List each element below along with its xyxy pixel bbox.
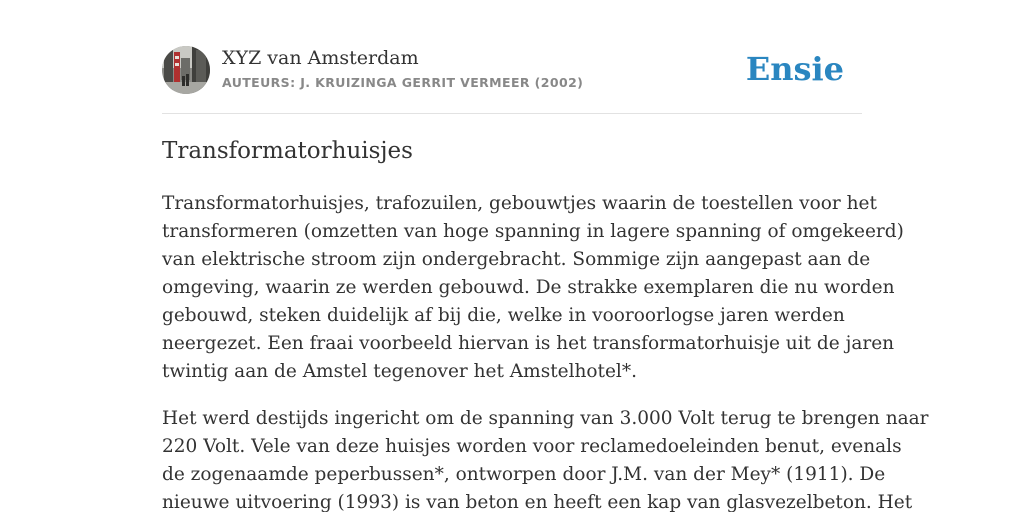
text-line: gebouwd, steken duidelijk af bij die, welke in vooroorlogse jaren werden [162, 305, 845, 326]
ensie-logo[interactable]: Ensie [745, 50, 844, 88]
entry-content [162, 190, 929, 512]
book-header [162, 46, 862, 96]
text-line: 220 Volt. Vele van deze huisjes worden voor reclamedoeleinden benut, evenals [162, 436, 902, 457]
text-line: omgeving, waarin ze werden gebouwd. De strakke exemplaren die nu worden [162, 277, 895, 298]
entry-title: Transformatorhuisjes [162, 138, 413, 164]
text-line: Het werd destijds ingericht om de spanning van 3.000 Volt terug te brengen naar [162, 408, 929, 429]
paragraph [162, 190, 904, 386]
text-line: van elektrische stroom zijn ondergebracht. Sommige zijn aangepast aan de [162, 249, 871, 270]
avatar[interactable] [162, 46, 210, 94]
text-line: Transformatorhuisjes, trafozuilen, gebouwtjes waarin de toestellen voor het [162, 193, 877, 214]
text-line: twintig aan de Amstel tegenover het Amstelhotel*. [162, 361, 637, 382]
paragraph [162, 405, 929, 512]
street-photo-icon [162, 46, 210, 94]
text-line: nieuwe uitvoering (1993) is van beton en heeft een kap van glasvezelbeton. Het [162, 492, 913, 512]
text-line: de zogenaamde peperbussen*, ontworpen door J.M. van der Mey* (1911). De [162, 464, 886, 485]
text-line: neergezet. Een fraai voorbeeld hiervan is het transformatorhuisje uit de jaren [162, 333, 895, 354]
book-title[interactable]: XYZ van Amsterdam [222, 47, 419, 69]
text-line: transformeren (omzetten van hoge spanning in lagere spanning of omgekeerd) [162, 221, 904, 242]
header-divider [162, 113, 862, 114]
authors-line: AUTEURS: J. KRUIZINGA GERRIT VERMEER (2002) [222, 75, 584, 90]
